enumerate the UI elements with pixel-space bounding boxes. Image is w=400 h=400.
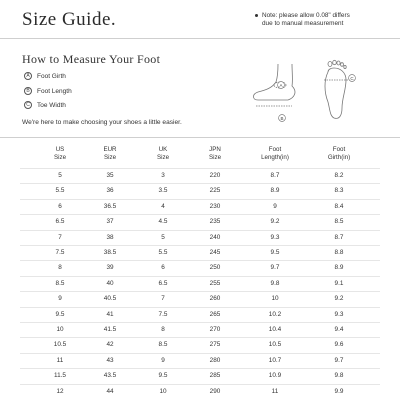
cell-foot-girth: 8.5 (334, 218, 344, 226)
cell-foot-length: 10.9 (268, 372, 282, 380)
cell-foot-length: 8.9 (270, 187, 280, 195)
table-row (0, 183, 400, 199)
legend-item-toe-width (24, 100, 66, 110)
foot-measurement-diagram (248, 58, 378, 130)
header-foot-girth-line2: Girth(in) (327, 154, 351, 161)
cell-us-size: 12 (56, 387, 64, 395)
note-line-2: due to manual measurement (262, 20, 344, 27)
cell-foot-length: 8.7 (270, 172, 280, 179)
cell-uk-size: 8 (161, 326, 165, 333)
cell-uk-size: 4 (161, 202, 165, 210)
cell-uk-size: 9.5 (158, 372, 168, 380)
header-divider (0, 38, 400, 39)
cell-eur-size: 43 (106, 356, 114, 364)
legend-item-foot-girth (24, 71, 66, 81)
table-row (0, 353, 400, 369)
header-eur-line2: Size (103, 154, 117, 161)
cell-uk-size: 3.5 (158, 187, 168, 195)
header-eur-line1: EUR (103, 146, 117, 153)
table-row (0, 322, 400, 338)
cell-foot-length: 10 (271, 295, 279, 303)
cell-uk-size: 4.5 (158, 218, 168, 226)
header-uk-line1: UK (158, 146, 168, 153)
cell-uk-size: 10 (159, 387, 167, 395)
cell-uk-size: 7 (161, 295, 165, 303)
header-foot-length-line2: Length(in) (261, 154, 289, 161)
cell-eur-size: 36.5 (103, 202, 117, 210)
cell-foot-girth: 9.7 (334, 356, 344, 364)
foot-side-view-icon (254, 64, 295, 106)
cell-jpn-size: 245 (209, 249, 221, 256)
cell-eur-size: 37 (106, 218, 114, 226)
table-row (0, 230, 400, 246)
cell-jpn-size: 220 (209, 172, 221, 179)
cell-eur-size: 36 (106, 187, 114, 195)
table-header-row (0, 146, 400, 166)
cell-eur-size: 38.5 (103, 249, 117, 256)
cell-foot-length: 10.7 (268, 356, 282, 364)
cell-jpn-size: 255 (209, 279, 221, 287)
table-top-divider (0, 137, 400, 138)
cell-foot-length: 10.4 (268, 326, 282, 333)
cell-foot-girth: 8.2 (334, 172, 344, 179)
cell-us-size: 9.5 (55, 310, 65, 318)
cell-foot-girth: 9.8 (334, 372, 344, 380)
cell-uk-size: 5.5 (158, 249, 168, 256)
legend-label-foot-length: Foot Length (37, 87, 72, 95)
cell-us-size: 7 (58, 233, 62, 241)
cell-jpn-size: 250 (209, 264, 221, 272)
cell-us-size: 7.5 (55, 249, 65, 256)
cell-foot-girth: 9.4 (334, 326, 344, 333)
table-row (0, 384, 400, 400)
cell-eur-size: 44 (106, 387, 114, 395)
header-us-line1: US (55, 146, 65, 153)
table-row (0, 337, 400, 353)
cell-foot-length: 11 (271, 387, 279, 395)
cell-us-size: 5.5 (55, 187, 65, 195)
cell-uk-size: 8.5 (158, 341, 168, 349)
cell-foot-length: 9.8 (270, 279, 280, 287)
header-foot-girth (309, 146, 369, 162)
cell-foot-girth: 9.9 (334, 387, 344, 395)
cell-uk-size: 7.5 (158, 310, 168, 318)
cell-uk-size: 3 (161, 172, 165, 179)
cell-foot-girth: 8.3 (334, 187, 344, 195)
table-row (0, 168, 400, 184)
cell-jpn-size: 240 (209, 233, 221, 241)
legend-marker-a: A (24, 72, 32, 80)
cell-jpn-size: 275 (209, 341, 221, 349)
foot-sole-view-icon (324, 60, 348, 118)
cell-us-size: 6.5 (55, 218, 65, 226)
cell-uk-size: 6.5 (158, 279, 168, 287)
legend-marker-c: C (24, 101, 32, 109)
cell-uk-size: 5 (161, 233, 165, 241)
cell-eur-size: 42 (106, 341, 114, 349)
cell-us-size: 5 (58, 172, 62, 179)
cell-jpn-size: 290 (209, 387, 221, 395)
header-jpn-size (185, 146, 245, 162)
cell-foot-length: 10.5 (268, 341, 282, 349)
cell-foot-girth: 8.9 (334, 264, 344, 272)
cell-foot-girth: 8.4 (334, 202, 344, 210)
cell-jpn-size: 260 (209, 295, 221, 303)
header-foot-length (245, 146, 305, 162)
cell-us-size: 10 (56, 326, 64, 333)
cell-foot-girth: 9.6 (334, 341, 344, 349)
cell-eur-size: 41.5 (103, 326, 117, 333)
header-jpn-line1: JPN (209, 146, 221, 153)
cell-eur-size: 39 (106, 264, 114, 272)
header-jpn-line2: Size (208, 154, 222, 161)
legend-label-foot-girth: Foot Girth (37, 72, 66, 80)
cell-us-size: 11.5 (54, 372, 66, 380)
cell-foot-length: 10.2 (268, 310, 282, 318)
cell-eur-size: 38 (106, 233, 114, 241)
cell-foot-girth: 9.1 (334, 279, 344, 287)
header-uk-size (133, 146, 193, 162)
cell-foot-length: 9.3 (270, 233, 280, 241)
cell-jpn-size: 225 (209, 187, 221, 195)
header-uk-line2: Size (156, 154, 170, 161)
cell-us-size: 6 (58, 202, 62, 210)
cell-eur-size: 35 (106, 172, 114, 179)
cell-uk-size: 6 (161, 264, 165, 272)
measurement-note (262, 12, 394, 28)
table-row (0, 199, 400, 215)
cell-jpn-size: 280 (209, 356, 221, 364)
cell-us-size: 8.5 (55, 279, 65, 287)
table-row (0, 260, 400, 276)
table-row (0, 214, 400, 230)
legend-label-toe-width: Toe Width (37, 101, 66, 109)
legend-item-foot-length (24, 86, 72, 96)
cell-foot-length: 9.5 (270, 249, 280, 256)
cell-foot-girth: 9.3 (334, 310, 344, 318)
cell-foot-length: 9.2 (270, 218, 280, 226)
cell-eur-size: 43.5 (103, 372, 117, 380)
section-subtitle: How to Measure Your Foot (22, 52, 161, 66)
cell-foot-girth: 8.8 (334, 249, 344, 256)
page-title: Size Guide. (22, 9, 117, 30)
cell-eur-size: 40 (106, 279, 114, 287)
cell-jpn-size: 235 (209, 218, 221, 226)
table-row (0, 276, 400, 292)
cell-eur-size: 40.5 (103, 295, 117, 303)
legend-marker-b: B (24, 87, 32, 95)
cell-us-size: 9 (58, 295, 62, 303)
table-row (0, 291, 400, 307)
table-row (0, 307, 400, 323)
diagram-marker-c-label: C (350, 76, 354, 81)
header-us-line2: Size (53, 154, 67, 161)
diagram-marker-a-label: A (279, 83, 283, 88)
cell-foot-length: 9.7 (270, 264, 280, 272)
header-foot-girth-line1: Foot (332, 146, 346, 153)
cell-jpn-size: 285 (209, 372, 221, 380)
note-bullet-icon (255, 14, 258, 17)
header-eur-size (80, 146, 140, 162)
cell-us-size: 11 (56, 356, 64, 364)
table-row (0, 245, 400, 261)
table-row (0, 368, 400, 384)
note-line-1: Note: please allow 0.08" differs (262, 12, 350, 19)
cell-jpn-size: 270 (209, 326, 221, 333)
cell-foot-girth: 9.2 (334, 295, 344, 303)
cell-jpn-size: 265 (209, 310, 221, 318)
cell-foot-girth: 8.7 (334, 233, 344, 241)
cell-eur-size: 41 (106, 310, 114, 318)
cell-jpn-size: 230 (209, 202, 221, 210)
cell-us-size: 8 (58, 264, 62, 272)
diagram-marker-b-label: B (280, 116, 284, 121)
header-foot-length-line1: Foot (268, 146, 282, 153)
cell-us-size: 10.5 (53, 341, 67, 349)
cell-uk-size: 9 (161, 356, 165, 364)
intro-text: We're here to make choosing your shoes a little easier. (22, 119, 182, 126)
cell-foot-length: 9 (273, 202, 277, 210)
